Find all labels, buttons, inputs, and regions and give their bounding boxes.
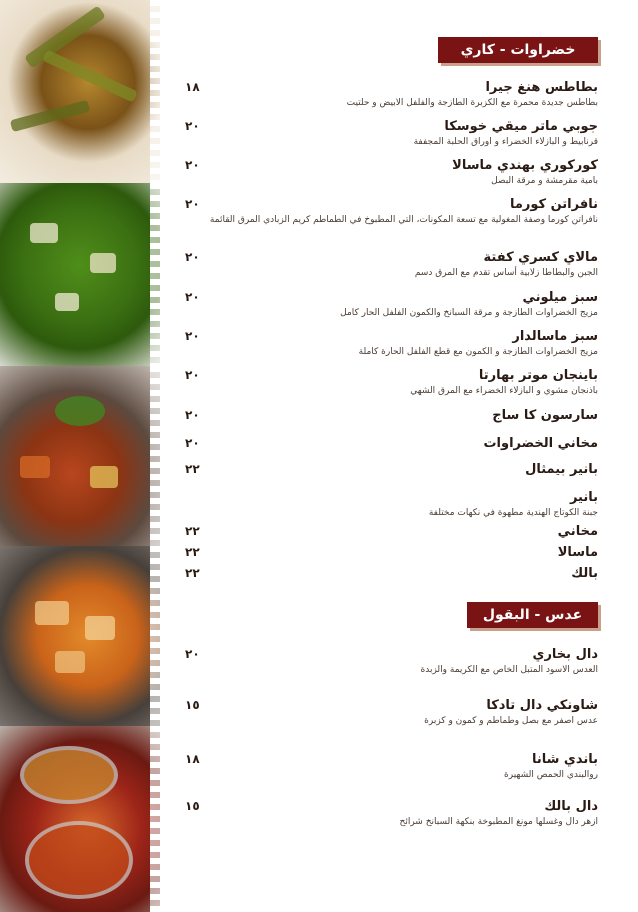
- item-name: مالاي كسري كفتة: [483, 250, 598, 265]
- item-price: ٢٠: [185, 158, 200, 172]
- item-price: ٢٠: [185, 290, 200, 304]
- item-price: ٢٠: [185, 329, 200, 343]
- item-description: نافراتن كورما وصفة المغولية مع تسعة المكونات، التي المطبوخ في الطماطم كريم الزبادي المرق القائمة: [209, 215, 598, 225]
- okra-photo: [0, 0, 160, 183]
- item-name: سبز ميلوني: [522, 290, 598, 305]
- vegetable-curry-photo: [0, 366, 160, 546]
- item-price: ٢٠: [185, 250, 200, 264]
- item-name: بالك: [571, 566, 598, 581]
- item-description: مزيج الخضراوات الطازجة و مرقة السبانخ والكمون الفلفل الحار كامل: [340, 308, 598, 318]
- item-description: جبنة الكوتاج الهندية مطهوة في نكهات مختلفة: [428, 508, 598, 518]
- dal-photo: [0, 726, 160, 912]
- item-price: ١٨: [185, 752, 200, 766]
- item-name: دال بخاري: [532, 647, 598, 662]
- spinach-paneer-photo: [0, 183, 160, 366]
- item-name: بطاطس هنغ جيرا: [485, 80, 598, 95]
- item-description: بامية مقرمشة و مرقة البصل: [491, 176, 598, 186]
- item-name: مخاني الخضراوات: [483, 436, 598, 451]
- item-description: مزيج الخضراوات الطازجة و الكمون مع قطع الفلفل الحارة كاملة: [358, 347, 598, 357]
- item-name: باينجان موتر بهارتا: [478, 368, 598, 383]
- item-price: ٢٠: [185, 647, 200, 661]
- item-price: ٢٠: [185, 408, 200, 422]
- item-name: كوركوري بهندي ماسالا: [452, 158, 598, 173]
- item-name: بانير بيمثال: [525, 462, 598, 477]
- item-name: شاونكي دال تادكا: [486, 698, 598, 713]
- item-description: ازهر دال وغسلها مونغ المطبوخة بنكهة السبانخ شرائح: [399, 817, 598, 827]
- item-description: قرنابيط و البازلاء الخضراء و اوراق الحلبة المجففة: [413, 137, 598, 147]
- item-name: مخاني: [557, 524, 598, 539]
- item-name: جوبي ماتر ميقي خوسكا: [444, 119, 598, 134]
- section-title-lentils: عدس - البقول: [467, 602, 598, 628]
- item-price: ٢٢: [185, 524, 200, 538]
- item-description: الجبن والبطاطا زلابية أساس تقدم مع المرق دسم: [414, 268, 598, 278]
- item-price: ١٥: [185, 698, 200, 712]
- item-description: بطاطس جديدة محمرة مع الكزبرة الطازجة والفلفل الابيض و حلتيت: [346, 98, 598, 108]
- item-description: روالبندي الحمص الشهيرة: [504, 770, 598, 780]
- item-price: ١٥: [185, 799, 200, 813]
- item-price: ٢٠: [185, 436, 200, 450]
- item-name: ماسالا: [557, 545, 598, 560]
- item-name: سبز ماسالدار: [512, 329, 598, 344]
- item-description: باذنجان مشوي و البازلاء الخضراء مع المرق الشهي: [410, 386, 598, 396]
- item-description: عدس اصفر مع بصل وطماطم و كمون و كزبرة: [424, 716, 598, 726]
- item-name: باندي شانا: [531, 752, 598, 767]
- item-description: العدس الاسود المتبل الخاص مع الكريمة والزبدة: [420, 665, 598, 675]
- item-price: ٢٠: [185, 119, 200, 133]
- item-price: ١٨: [185, 80, 200, 94]
- item-name: دال بالك: [544, 799, 598, 814]
- item-price: ٢٠: [185, 368, 200, 382]
- item-price: ٢٢: [185, 566, 200, 580]
- photo-strip: [0, 0, 160, 912]
- paneer-curry-photo: [0, 546, 160, 726]
- item-name: بانير: [569, 490, 598, 505]
- item-name: نافراتن كورما: [509, 197, 598, 212]
- section-title-curry: خضراوات - كاري: [438, 37, 598, 63]
- item-name: سارسون كا ساج: [492, 408, 598, 423]
- item-price: ٢٢: [185, 462, 200, 476]
- item-price: ٢٢: [185, 545, 200, 559]
- item-price: ٢٠: [185, 197, 200, 211]
